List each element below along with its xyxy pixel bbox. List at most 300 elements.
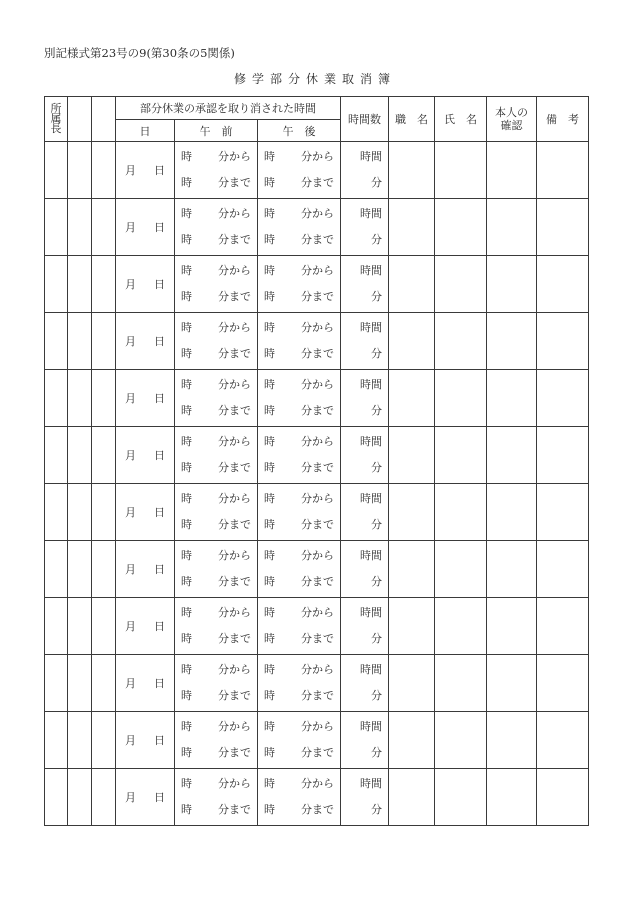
until-label: 分まで [218,290,251,303]
pm-time-cell[interactable] [258,313,341,370]
hour-label: 時 [181,233,192,246]
hour-label: 時 [181,290,192,303]
day-label: 日 [154,620,165,633]
remarks-cell[interactable] [537,427,589,484]
fun-label: 分 [371,176,382,189]
from-label: 分から [301,378,334,391]
fun-label: 分 [371,404,382,417]
confirmation-cell[interactable] [487,427,537,484]
hour-label: 時 [264,777,275,790]
blank-cell-1[interactable] [68,313,92,370]
confirmation-cell[interactable] [487,655,537,712]
fun-label: 分 [371,746,382,759]
day-label: 日 [154,278,165,291]
header-day: 日 [116,120,175,142]
blank-cell-1[interactable] [68,199,92,256]
confirmation-cell[interactable] [487,541,537,598]
blank-cell-2[interactable] [92,769,116,826]
pm-time-cell[interactable] [258,199,341,256]
hour-label: 時 [264,492,275,505]
remarks-cell[interactable] [537,712,589,769]
blank-cell-1[interactable] [68,256,92,313]
blank-cell-1[interactable] [68,598,92,655]
hour-label: 時 [264,549,275,562]
month-label: 月 [125,677,136,690]
name-cell[interactable] [435,712,487,769]
remarks-cell[interactable] [537,598,589,655]
table-row [45,256,589,313]
blank-cell-2[interactable] [92,427,116,484]
name-cell[interactable] [435,484,487,541]
jikan-label: 時間 [360,549,382,562]
table-row [45,313,589,370]
date-cell[interactable] [116,370,175,427]
jikan-label: 時間 [360,378,382,391]
remarks-cell[interactable] [537,256,589,313]
from-label: 分から [301,663,334,676]
pm-time-cell[interactable] [258,370,341,427]
fun-label: 分 [371,461,382,474]
pm-time-cell[interactable] [258,541,341,598]
blank-cell-2[interactable] [92,370,116,427]
confirmation-cell[interactable] [487,712,537,769]
day-label: 日 [154,734,165,747]
am-time-cell[interactable] [175,712,258,769]
date-cell[interactable] [116,541,175,598]
hour-label: 時 [181,549,192,562]
hours-cell[interactable] [341,370,389,427]
pm-time-cell[interactable] [258,598,341,655]
fun-label: 分 [371,518,382,531]
confirmation-cell[interactable] [487,598,537,655]
shozokucho-cell[interactable] [45,712,68,769]
hour-label: 時 [181,746,192,759]
month-label: 月 [125,563,136,576]
am-time-cell[interactable] [175,142,258,199]
hours-cell[interactable] [341,142,389,199]
am-time-cell[interactable] [175,598,258,655]
post-cell[interactable] [389,256,435,313]
shozokucho-cell[interactable] [45,313,68,370]
jikan-label: 時間 [360,720,382,733]
until-label: 分まで [301,176,334,189]
from-label: 分から [218,435,251,448]
hour-label: 時 [264,689,275,702]
header-cancelled-time-group: 部分休業の承認を取り消された時間 [116,97,341,120]
from-label: 分から [301,720,334,733]
table-row [45,427,589,484]
from-label: 分から [218,720,251,733]
hour-label: 時 [181,378,192,391]
hour-label: 時 [264,632,275,645]
until-label: 分まで [218,803,251,816]
header-hours: 時間数 [341,97,389,142]
remarks-cell[interactable] [537,142,589,199]
hours-cell[interactable] [341,541,389,598]
from-label: 分から [218,321,251,334]
shozokucho-cell[interactable] [45,256,68,313]
blank-cell-2[interactable] [92,541,116,598]
hour-label: 時 [181,803,192,816]
header-am: 午 前 [175,120,258,142]
remarks-cell[interactable] [537,370,589,427]
table-row [45,541,589,598]
hour-label: 時 [181,264,192,277]
blank-cell-1[interactable] [68,655,92,712]
name-cell[interactable] [435,313,487,370]
hour-label: 時 [264,378,275,391]
jikan-label: 時間 [360,606,382,619]
day-label: 日 [154,164,165,177]
am-time-cell[interactable] [175,484,258,541]
am-time-cell[interactable] [175,769,258,826]
jikan-label: 時間 [360,264,382,277]
date-cell[interactable] [116,313,175,370]
post-cell[interactable] [389,427,435,484]
hour-label: 時 [181,492,192,505]
from-label: 分から [301,606,334,619]
hour-label: 時 [181,321,192,334]
hour-label: 時 [181,720,192,733]
pm-time-cell[interactable] [258,427,341,484]
hour-label: 時 [264,803,275,816]
fun-label: 分 [371,290,382,303]
day-label: 日 [154,506,165,519]
hour-label: 時 [181,435,192,448]
post-cell[interactable] [389,199,435,256]
post-cell[interactable] [389,313,435,370]
jikan-label: 時間 [360,207,382,220]
fun-label: 分 [371,575,382,588]
month-label: 月 [125,278,136,291]
day-label: 日 [154,791,165,804]
header-shozokucho: 所 属 長 [45,97,68,142]
until-label: 分まで [218,233,251,246]
post-cell[interactable] [389,484,435,541]
post-cell[interactable] [389,598,435,655]
blank-cell-2[interactable] [92,598,116,655]
post-cell[interactable] [389,712,435,769]
shozokucho-cell[interactable] [45,427,68,484]
blank-cell-1[interactable] [68,769,92,826]
hours-cell[interactable] [341,769,389,826]
until-label: 分まで [218,404,251,417]
name-cell[interactable] [435,655,487,712]
shozokucho-cell[interactable] [45,541,68,598]
until-label: 分まで [301,575,334,588]
table-row [45,655,589,712]
hour-label: 時 [181,575,192,588]
from-label: 分から [218,378,251,391]
hour-label: 時 [264,435,275,448]
remarks-cell[interactable] [537,484,589,541]
blank-cell-2[interactable] [92,484,116,541]
fun-label: 分 [371,803,382,816]
until-label: 分まで [301,689,334,702]
hour-label: 時 [264,663,275,676]
fun-label: 分 [371,233,382,246]
post-cell[interactable] [389,370,435,427]
shozokucho-cell[interactable] [45,598,68,655]
hour-label: 時 [181,461,192,474]
remarks-cell[interactable] [537,313,589,370]
hour-label: 時 [181,207,192,220]
post-cell[interactable] [389,655,435,712]
from-label: 分から [301,549,334,562]
table-row [45,598,589,655]
am-time-cell[interactable] [175,313,258,370]
jikan-label: 時間 [360,492,382,505]
date-cell[interactable] [116,142,175,199]
month-label: 月 [125,164,136,177]
day-label: 日 [154,677,165,690]
hour-label: 時 [181,632,192,645]
hours-cell[interactable] [341,484,389,541]
from-label: 分から [218,207,251,220]
jikan-label: 時間 [360,321,382,334]
from-label: 分から [218,606,251,619]
until-label: 分まで [301,347,334,360]
table-row [45,370,589,427]
post-cell[interactable] [389,142,435,199]
from-label: 分から [301,492,334,505]
header-remarks: 備 考 [537,97,589,142]
jikan-label: 時間 [360,777,382,790]
hour-label: 時 [264,746,275,759]
cancellation-register-table [44,96,589,826]
hour-label: 時 [264,347,275,360]
date-cell[interactable] [116,655,175,712]
pm-time-cell[interactable] [258,655,341,712]
fun-label: 分 [371,689,382,702]
blank-cell-2[interactable] [92,199,116,256]
hour-label: 時 [264,720,275,733]
from-label: 分から [301,435,334,448]
shozokucho-cell[interactable] [45,370,68,427]
date-cell[interactable] [116,598,175,655]
hour-label: 時 [181,176,192,189]
month-label: 月 [125,221,136,234]
hour-label: 時 [264,606,275,619]
shozokucho-cell[interactable] [45,484,68,541]
until-label: 分まで [218,575,251,588]
pm-time-cell[interactable] [258,142,341,199]
pm-time-cell[interactable] [258,484,341,541]
fun-label: 分 [371,632,382,645]
blank-cell-2[interactable] [92,712,116,769]
month-label: 月 [125,506,136,519]
remarks-cell[interactable] [537,199,589,256]
name-cell[interactable] [435,142,487,199]
month-label: 月 [125,392,136,405]
confirmation-cell[interactable] [487,199,537,256]
header-confirmation: 本人の 確認 [487,97,537,142]
confirmation-cell[interactable] [487,484,537,541]
until-label: 分まで [301,803,334,816]
header-pm: 午 後 [258,120,341,142]
until-label: 分まで [218,689,251,702]
fun-label: 分 [371,347,382,360]
shozokucho-cell[interactable] [45,199,68,256]
hour-label: 時 [181,689,192,702]
month-label: 月 [125,620,136,633]
am-time-cell[interactable] [175,199,258,256]
hour-label: 時 [181,606,192,619]
date-cell[interactable] [116,769,175,826]
name-cell[interactable] [435,256,487,313]
hour-label: 時 [181,518,192,531]
month-label: 月 [125,449,136,462]
day-label: 日 [154,392,165,405]
blank-cell-1[interactable] [68,541,92,598]
confirmation-cell[interactable] [487,769,537,826]
from-label: 分から [301,777,334,790]
until-label: 分まで [218,746,251,759]
header-blank-1 [68,97,92,142]
table-row [45,712,589,769]
header-blank-2 [92,97,116,142]
confirmation-cell[interactable] [487,256,537,313]
table-row [45,142,589,199]
from-label: 分から [218,549,251,562]
until-label: 分まで [301,746,334,759]
until-label: 分まで [301,290,334,303]
am-time-cell[interactable] [175,427,258,484]
post-cell[interactable] [389,541,435,598]
post-cell[interactable] [389,769,435,826]
hour-label: 時 [264,150,275,163]
pm-time-cell[interactable] [258,769,341,826]
hour-label: 時 [264,233,275,246]
name-cell[interactable] [435,427,487,484]
from-label: 分から [218,777,251,790]
header-name: 氏 名 [435,97,487,142]
name-cell[interactable] [435,598,487,655]
confirmation-cell[interactable] [487,370,537,427]
am-time-cell[interactable] [175,541,258,598]
name-cell[interactable] [435,769,487,826]
date-cell[interactable] [116,256,175,313]
blank-cell-2[interactable] [92,655,116,712]
table-row [45,199,589,256]
name-cell[interactable] [435,541,487,598]
until-label: 分まで [218,518,251,531]
hour-label: 時 [264,461,275,474]
am-time-cell[interactable] [175,370,258,427]
jikan-label: 時間 [360,663,382,676]
hour-label: 時 [181,150,192,163]
hour-label: 時 [264,290,275,303]
jikan-label: 時間 [360,435,382,448]
name-cell[interactable] [435,370,487,427]
until-label: 分まで [218,632,251,645]
blank-cell-1[interactable] [68,142,92,199]
blank-cell-1[interactable] [68,370,92,427]
hour-label: 時 [181,347,192,360]
hour-label: 時 [264,518,275,531]
from-label: 分から [301,321,334,334]
hours-cell[interactable] [341,256,389,313]
name-cell[interactable] [435,199,487,256]
until-label: 分まで [301,404,334,417]
hour-label: 時 [181,777,192,790]
shozokucho-cell[interactable] [45,769,68,826]
pm-time-cell[interactable] [258,256,341,313]
until-label: 分まで [301,461,334,474]
shozokucho-cell[interactable] [45,142,68,199]
hour-label: 時 [181,663,192,676]
hours-cell[interactable] [341,199,389,256]
from-label: 分から [218,492,251,505]
header-post: 職 名 [389,97,435,142]
month-label: 月 [125,791,136,804]
blank-cell-2[interactable] [92,142,116,199]
confirmation-cell[interactable] [487,313,537,370]
table-row [45,769,589,826]
day-label: 日 [154,221,165,234]
confirmation-cell[interactable] [487,142,537,199]
from-label: 分から [218,264,251,277]
shozokucho-cell[interactable] [45,655,68,712]
blank-cell-1[interactable] [68,427,92,484]
blank-cell-1[interactable] [68,712,92,769]
date-cell[interactable] [116,199,175,256]
jikan-label: 時間 [360,150,382,163]
hours-cell[interactable] [341,427,389,484]
hour-label: 時 [264,575,275,588]
hour-label: 時 [264,264,275,277]
day-label: 日 [154,563,165,576]
until-label: 分まで [301,233,334,246]
month-label: 月 [125,734,136,747]
until-label: 分まで [218,176,251,189]
form-reference-line: 別記様式第23号の9(第30条の5関係) [44,46,235,60]
day-label: 日 [154,335,165,348]
from-label: 分から [301,150,334,163]
hour-label: 時 [181,404,192,417]
from-label: 分から [301,264,334,277]
hour-label: 時 [264,207,275,220]
blank-cell-2[interactable] [92,256,116,313]
hours-cell[interactable] [341,655,389,712]
am-time-cell[interactable] [175,256,258,313]
table-row [45,484,589,541]
until-label: 分まで [218,347,251,360]
hour-label: 時 [264,404,275,417]
blank-cell-2[interactable] [92,313,116,370]
remarks-cell[interactable] [537,769,589,826]
from-label: 分から [301,207,334,220]
date-cell[interactable] [116,427,175,484]
until-label: 分まで [301,518,334,531]
date-cell[interactable] [116,712,175,769]
blank-cell-1[interactable] [68,484,92,541]
day-label: 日 [154,449,165,462]
until-label: 分まで [218,461,251,474]
hour-label: 時 [264,176,275,189]
hours-cell[interactable] [341,712,389,769]
from-label: 分から [218,150,251,163]
hours-cell[interactable] [341,598,389,655]
remarks-cell[interactable] [537,541,589,598]
hours-cell[interactable] [341,313,389,370]
am-time-cell[interactable] [175,655,258,712]
remarks-cell[interactable] [537,655,589,712]
from-label: 分から [218,663,251,676]
pm-time-cell[interactable] [258,712,341,769]
hour-label: 時 [264,321,275,334]
date-cell[interactable] [116,484,175,541]
